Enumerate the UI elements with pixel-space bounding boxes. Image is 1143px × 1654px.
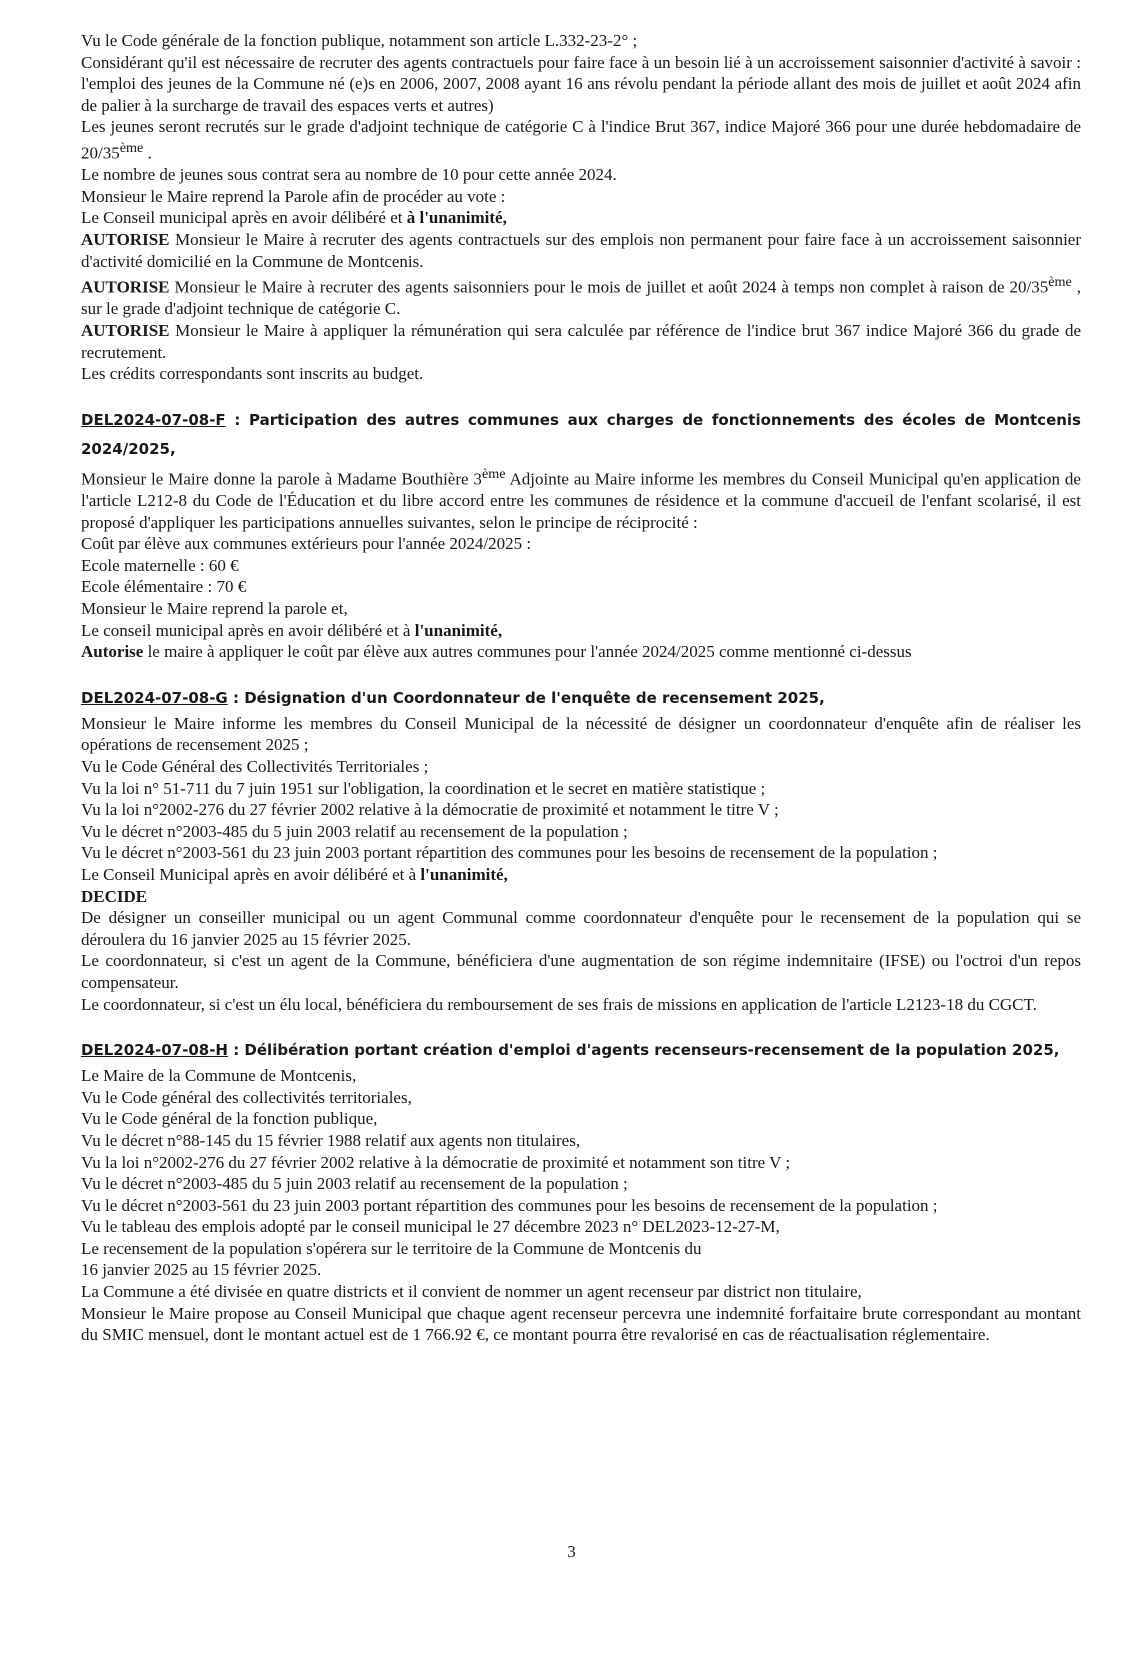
paragraph — [81, 229, 1081, 272]
spacer — [81, 385, 1081, 406]
spacer — [81, 1015, 1081, 1036]
deliberation-reference: DEL2024-07-08-F — [81, 410, 226, 429]
paragraph: Le recensement de la population s'opérera sur le territoire de la Commune de Montcenis du — [81, 1238, 702, 1258]
paragraph: Vu la loi n°2002-276 du 27 février 2002 relative à la démocratie de proximité et notamment le titre V ; — [81, 800, 779, 820]
text-run: Le conseil municipal après en avoir délibéré et à — [81, 620, 415, 640]
text-run: Monsieur le Maire à recruter des agents saisonniers pour le mois de juillet et août 2024 à temps non complet à raison de 20/35 — [169, 277, 1049, 297]
deliberation-reference: DEL2024-07-08-H — [81, 1041, 228, 1060]
paragraph: Vu le décret n°2003-485 du 5 juin 2003 relatif au recensement de la population ; — [81, 1174, 628, 1194]
paragraph: Vu le décret n°2003-561 du 23 juin 2003 portant répartition des communes pour les besoins de recensement de la population ; — [81, 843, 938, 863]
paragraph — [81, 620, 1081, 642]
paragraph: Monsieur le Maire reprend la parole et, — [81, 599, 348, 619]
paragraph: Vu la loi n° 51-711 du 7 juin 1951 sur l'obligation, la coordination et le secret en matière statistique ; — [81, 778, 766, 798]
authorize-keyword: AUTORISE — [81, 321, 170, 341]
authorize-keyword: AUTORISE — [81, 277, 170, 297]
unanimity-text: l'unanimité, — [420, 864, 508, 884]
section-heading — [81, 684, 1081, 713]
paragraph: Considérant qu'il est nécessaire de recruter des agents contractuels pour faire face à un besoin lié à un accroissement saisonnier d'activité à savoir : l'emploi des jeunes de la Commune né (e)s en 2006, 2007, 2008 ayant 16 ans révolu pendant la période allant des mois de juillet et août 2024 afin de palier à la surcharge de travail des espaces verts et autres) — [81, 52, 1081, 115]
paragraph: Coût par élève aux communes extérieurs pour l'année 2024/2025 : — [81, 534, 532, 554]
paragraph: De désigner un conseiller municipal ou un agent Communal comme coordonnateur d'enquête pour le recensement de la population qui se déroulera du 16 janvier 2025 au 15 février 2025. — [81, 908, 1081, 949]
paragraph: Les crédits correspondants sont inscrits au budget. — [81, 364, 424, 384]
text-run: Le Conseil Municipal après en avoir délibéré et à — [81, 864, 421, 884]
paragraph: Vu le Code Général des Collectivités Territoriales ; — [81, 757, 429, 776]
paragraph: Le coordonnateur, si c'est un élu local, bénéficiera du remboursement de ses frais de missions en application de l'article L2123-18 du CGCT. — [81, 994, 1037, 1014]
decide-keyword: DECIDE — [81, 886, 148, 906]
heading-title: : Participation des autres communes aux charges de fonctionnements des écoles de Montcenis 2024/2025, — [81, 410, 1081, 458]
section-heading — [81, 406, 1081, 464]
paragraph — [81, 207, 1081, 229]
paragraph: Vu le Code général des collectivités territoriales, — [81, 1087, 412, 1107]
page-number: 3 — [567, 1542, 576, 1561]
paragraph: Ecole maternelle : 60 € — [81, 555, 239, 575]
superscript: ème — [481, 465, 506, 482]
text-run: Adjointe au Maire informe les membres du Conseil Municipal qu'en application de l'article L212-8 du Code de l'Éducation et du libre accord entre les communes de résidence et la commune d'accueil de l'enfant scolarisé, il est proposé d'appliquer les participations annuelles suivantes, selon le principe de réciprocité : — [81, 469, 1081, 532]
unanimity-text: l'unanimité, — [414, 620, 503, 640]
authorize-keyword: AUTORISE — [81, 230, 170, 249]
document-page — [81, 30, 1081, 1346]
section-heading — [81, 1036, 1081, 1065]
heading-title: : Désignation d'un Coordonnateur de l'enquête de recensement 2025, — [227, 688, 825, 707]
paragraph: Monsieur le Maire propose au Conseil Municipal que chaque agent recenseur percevra une indemnité forfaitaire brute correspondant au montant du SMIC mensuel, dont le montant actuel est de 1 766.92 €, ce montant pourra être revalorisé en cas de réactualisation réglementaire. — [81, 1303, 1081, 1345]
paragraph — [81, 641, 1081, 663]
paragraph: Vu le Code générale de la fonction publique, notamment son article L.332-23-2° ; — [81, 31, 638, 50]
text-run: Monsieur le Maire donne la parole à Madame Bouthière 3 — [81, 469, 482, 489]
paragraph: Vu le décret n°2003-485 du 5 juin 2003 relatif au recensement de la population ; — [81, 821, 628, 841]
paragraph: Vu le décret n°88-145 du 15 février 1988 relatif aux agents non titulaires, — [81, 1130, 581, 1150]
paragraph: Vu le tableau des emplois adopté par le conseil municipal le 27 décembre 2023 n° DEL2023-12-27-M, — [81, 1217, 780, 1237]
paragraph: Le Maire de la Commune de Montcenis, — [81, 1066, 357, 1086]
section-del-h — [81, 1036, 1081, 1346]
text-run: Monsieur le Maire à recruter des agents contractuels sur des emplois non permanent pour faire face à un accroissement saisonnier d'activité domicilié en la Commune de Montcenis. — [81, 230, 1081, 271]
text-run: Le Conseil municipal après en avoir délibéré et — [81, 208, 407, 228]
superscript: ème — [1048, 274, 1072, 291]
unanimity-text: à l'unanimité, — [406, 208, 507, 228]
superscript: ème — [119, 139, 144, 156]
text-run: le maire à appliquer le coût par élève aux autres communes pour l'année 2024/2025 comme mentionné ci-dessus — [143, 642, 912, 662]
section-recrutement-saisonnier — [81, 30, 1081, 385]
text-run: Monsieur le Maire à appliquer la rémunération qui sera calculée par référence de l'indice brut 367 indice Majoré 366 du grade de recrutement. — [81, 321, 1081, 362]
text-run: . — [143, 143, 152, 163]
paragraph — [81, 864, 1081, 886]
paragraph — [81, 272, 1081, 320]
heading-title: : Délibération portant création d'emploi d'agents recenseurs-recensement de la population 2025, — [227, 1041, 1060, 1060]
deliberation-reference: DEL2024-07-08-G — [81, 688, 228, 707]
spacer — [81, 663, 1081, 684]
paragraph — [81, 320, 1081, 363]
text-run: , sur le grade d'adjoint technique de catégorie C. — [81, 277, 1081, 319]
paragraph: Monsieur le Maire informe les membres du Conseil Municipal de la nécessité de désigner un coordonnateur d'enquête afin de réaliser les opérations de recensement 2025 ; — [81, 713, 1081, 755]
paragraph: Vu le décret n°2003-561 du 23 juin 2003 portant répartition des communes pour les besoins de recensement de la population ; — [81, 1195, 938, 1215]
section-del-g — [81, 684, 1081, 1015]
paragraph: Vu le Code général de la fonction publique, — [81, 1109, 378, 1129]
authorize-keyword: Autorise — [81, 642, 144, 662]
paragraph: Monsieur le Maire reprend la Parole afin de procéder au vote : — [81, 186, 506, 206]
paragraph: Le coordonnateur, si c'est un agent de la Commune, bénéficiera d'une augmentation de son régime indemnitaire (IFSE) ou l'octroi d'un repos compensateur. — [81, 951, 1081, 992]
paragraph: Le nombre de jeunes sous contrat sera au nombre de 10 pour cette année 2024. — [81, 165, 617, 185]
paragraph: La Commune a été divisée en quatre districts et il convient de nommer un agent recenseur par district non titulaire, — [81, 1282, 862, 1302]
text-run: Les jeunes seront recrutés sur le grade d'adjoint technique de catégorie C à l'indice Brut 367, indice Majoré 366 pour une durée hebdomadaire de 20/35 — [81, 117, 1081, 163]
paragraph: Ecole élémentaire : 70 € — [81, 577, 247, 597]
paragraph — [81, 116, 1081, 164]
paragraph: Vu la loi n°2002-276 du 27 février 2002 relative à la démocratie de proximité et notamment son titre V ; — [81, 1152, 791, 1172]
section-del-f — [81, 406, 1081, 663]
paragraph: 16 janvier 2025 au 15 février 2025. — [81, 1260, 322, 1280]
paragraph — [81, 464, 1081, 533]
